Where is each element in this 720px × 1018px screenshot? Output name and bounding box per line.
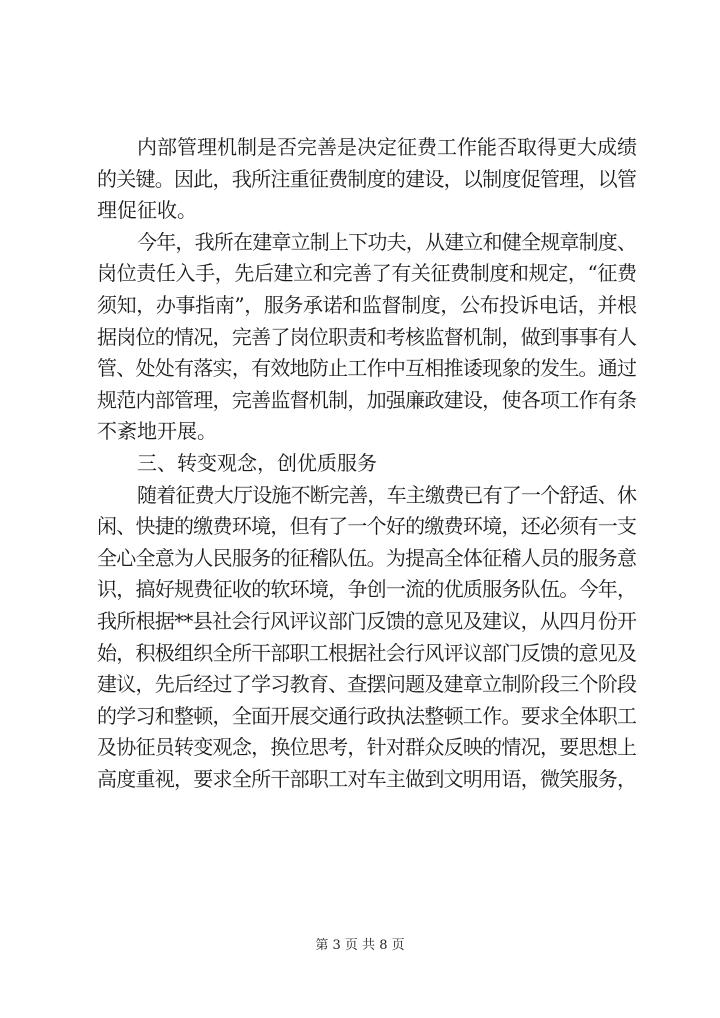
paragraph-3-line-3: 全心全意为人民服务的征稽队伍。为提高全体征稽人员的服务意 bbox=[97, 545, 637, 570]
paragraph-2-line-2: 岗位责任入手，先后建立和完善了有关征费制度和规定，“征费 bbox=[97, 261, 637, 286]
paragraph-1-line-2: 的关键。因此，我所注重征费制度的建设，以制度促管理，以管 bbox=[97, 166, 637, 191]
paragraph-3-line-8: 的学习和整顿，全面开展交通行政执法整顿工作。要求全体职工 bbox=[97, 703, 637, 728]
paragraph-2-line-1: 今年，我所在建章立制上下功夫，从建立和健全规章制度、 bbox=[137, 229, 637, 254]
section-heading-3: 三、转变观念，创优质服务 bbox=[137, 450, 377, 475]
paragraph-2-line-7: 不紊地开展。 bbox=[97, 419, 217, 444]
paragraph-3-line-4: 识，搞好规费征收的软环境，争创一流的优质服务队伍。今年， bbox=[97, 577, 637, 602]
paragraph-3-line-9: 及协征员转变观念，换位思考，针对群众反映的情况，要思想上 bbox=[97, 735, 637, 760]
paragraph-2-line-5: 管、处处有落实，有效地防止工作中互相推诿现象的发生。通过 bbox=[97, 356, 637, 381]
paragraph-1-line-1: 内部管理机制是否完善是决定征费工作能否取得更大成绩 bbox=[137, 135, 637, 159]
paragraph-3-line-2: 闲、快捷的缴费环境，但有了一个好的缴费环境，还必须有一支 bbox=[97, 514, 637, 539]
page-footer bbox=[0, 937, 720, 955]
paragraph-2-line-3: 须知，办事指南”，服务承诺和监督制度，公布投诉电话，并根 bbox=[97, 292, 637, 317]
paragraph-3-line-7: 建议，先后经过了学习教育、查摆问题及建章立制阶段三个阶段 bbox=[97, 672, 637, 697]
paragraph-3-line-1: 随着征费大厅设施不断完善，车主缴费已有了一个舒适、休 bbox=[137, 482, 637, 507]
paragraph-3-line-10: 高度重视，要求全所干部职工对车主做到文明用语，微笑服务， bbox=[97, 766, 637, 791]
paragraph-3-line-6: 始，积极组织全所干部职工根据社会行风评议部门反馈的意见及 bbox=[97, 640, 637, 665]
paragraph-1-line-3: 理促征收。 bbox=[97, 198, 197, 223]
paragraph-3-line-5: 我所根据**县社会行风评议部门反馈的意见及建议，从四月份开 bbox=[97, 608, 637, 633]
paragraph-2-line-6: 规范内部管理，完善监督机制，加强廉政建设，使各项工作有条 bbox=[97, 387, 637, 412]
document-body bbox=[97, 132, 637, 795]
page-number-label: 第 3 页 共 8 页 bbox=[315, 938, 405, 953]
paragraph-2-line-4: 据岗位的情况，完善了岗位职责和考核监督机制，做到事事有人 bbox=[97, 324, 637, 349]
